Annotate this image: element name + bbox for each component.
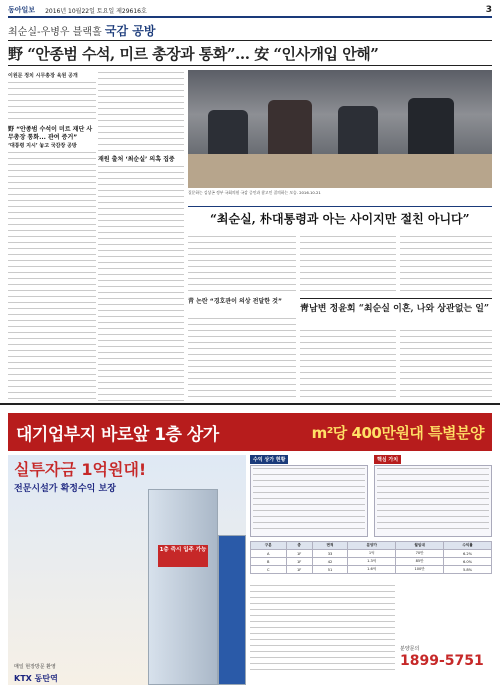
newspaper-logo: 동아일보 bbox=[8, 5, 36, 14]
article-subhead-3: 재원 출처 ‘최순실’ 의혹 집중 bbox=[98, 156, 175, 163]
ad-info-box-2 bbox=[374, 465, 492, 537]
article-subhead: 野 “안종범 수석이 미르 재단 사무총장 통화... 관여 증거” bbox=[8, 126, 93, 141]
ad-right-header-1: 수익 상가 현황 bbox=[250, 455, 288, 464]
ad-info-lines bbox=[253, 468, 365, 532]
main-headline: 野 “안종범 수석, 미르 총장과 통화”… 安 “인사개입 안해” bbox=[8, 40, 492, 66]
body-text-block bbox=[300, 330, 396, 402]
ad-investment-text: 실투자금 1억원대! bbox=[14, 460, 147, 479]
table-header: 월임대 bbox=[396, 542, 444, 550]
pull-quote: “최순실, 朴대통령과 아는 사이지만 절친 아니다” bbox=[210, 212, 470, 226]
page-number: 3 bbox=[485, 5, 492, 15]
section-header bbox=[8, 22, 155, 39]
table-cell: 6.2% bbox=[444, 550, 492, 558]
photo-caption: 질문하는 김상곤 정부 국회의원 국감 증인과 참고인 질의하는 모습. 2016.10.21 bbox=[188, 190, 321, 195]
byline: 이원문 정치 시무총장 육원 공개 bbox=[8, 73, 78, 79]
issue-date: 2016년 10월22일 토요일 제29616호 bbox=[45, 7, 147, 15]
body-text-block bbox=[8, 152, 96, 402]
table-header: 수익률 bbox=[444, 542, 492, 550]
news-photo bbox=[188, 70, 492, 188]
ad-headline-left: 대기업부지 바로앞 1층 상가 bbox=[16, 424, 219, 445]
body-text-block bbox=[188, 236, 296, 294]
photo-desk bbox=[188, 154, 492, 188]
table-header: 층 bbox=[286, 542, 312, 550]
article-subhead-5: 靑남변 정윤회 “최순실 이혼, 나와 상관없는 일” bbox=[300, 298, 492, 314]
ad-headline-right: m²당 400만원대 특별분양 bbox=[311, 423, 484, 442]
advertisement bbox=[0, 403, 500, 691]
table-cell: 6.0% bbox=[444, 558, 492, 566]
ad-left-panel bbox=[8, 455, 246, 685]
table-header: 구분 bbox=[251, 542, 287, 550]
table-cell: 51 bbox=[312, 566, 348, 574]
ad-price-table bbox=[250, 541, 492, 574]
table-row bbox=[251, 566, 492, 574]
table-cell: 1.3억 bbox=[348, 558, 396, 566]
body-text-block bbox=[98, 72, 184, 152]
body-text-block bbox=[400, 236, 492, 294]
phone-label: 분양문의 bbox=[400, 646, 420, 652]
table-cell: 5.8% bbox=[444, 566, 492, 574]
phone-number: 1899-5751 bbox=[400, 653, 484, 669]
table-cell: 100만 bbox=[396, 566, 444, 574]
table-cell: 70만 bbox=[396, 550, 444, 558]
body-text-block bbox=[8, 82, 96, 122]
table-cell: 85만 bbox=[396, 558, 444, 566]
body-text-block bbox=[188, 318, 296, 402]
section-tag: 최순실-우병우 블랙홀 bbox=[8, 27, 102, 38]
ad-guarantee-text: 전문시설가 확정수익 보장 bbox=[14, 484, 116, 494]
table-cell: B bbox=[251, 558, 287, 566]
ad-right-header-2: 핵심 가치 bbox=[374, 455, 401, 464]
section-title: 국감 공방 bbox=[104, 24, 156, 38]
table-row bbox=[251, 550, 492, 558]
table-cell: 33 bbox=[312, 550, 348, 558]
ad-brand-logo: KTX 동탄역 bbox=[14, 674, 58, 683]
table-cell: 1F bbox=[286, 550, 312, 558]
body-text-block bbox=[98, 166, 184, 402]
table-header: 면적 bbox=[312, 542, 348, 550]
table-cell: 1억 bbox=[348, 550, 396, 558]
article-subhead-4: 靑 논란 “경호관이 의상 전달한 것” bbox=[188, 298, 282, 305]
table-cell: 1F bbox=[286, 566, 312, 574]
ad-fine-print bbox=[250, 585, 395, 675]
building-illustration bbox=[148, 489, 218, 685]
ad-headline-bar bbox=[8, 413, 492, 451]
table-cell: C bbox=[251, 566, 287, 574]
table-cell: A bbox=[251, 550, 287, 558]
table-row bbox=[251, 558, 492, 566]
table-cell: 1.6억 bbox=[348, 566, 396, 574]
building-illustration-side bbox=[218, 535, 246, 685]
quote-rule bbox=[188, 206, 492, 207]
masthead bbox=[8, 4, 492, 18]
table-header: 분양가 bbox=[348, 542, 396, 550]
ad-info-lines bbox=[377, 468, 489, 532]
ad-badge: 1층 즉시 입주 가능 bbox=[158, 545, 208, 567]
body-text-block bbox=[300, 236, 396, 294]
body-text-block bbox=[400, 330, 492, 402]
ad-info-box-1 bbox=[250, 465, 368, 537]
ad-right-panel bbox=[250, 455, 492, 685]
table-cell: 1F bbox=[286, 558, 312, 566]
ad-small-text: 매일 현장방문 환영 bbox=[14, 664, 56, 670]
article-subhead-2: ‘대통령 지시’ 놓고 국감장 공방 bbox=[8, 143, 77, 149]
table-cell: 42 bbox=[312, 558, 348, 566]
